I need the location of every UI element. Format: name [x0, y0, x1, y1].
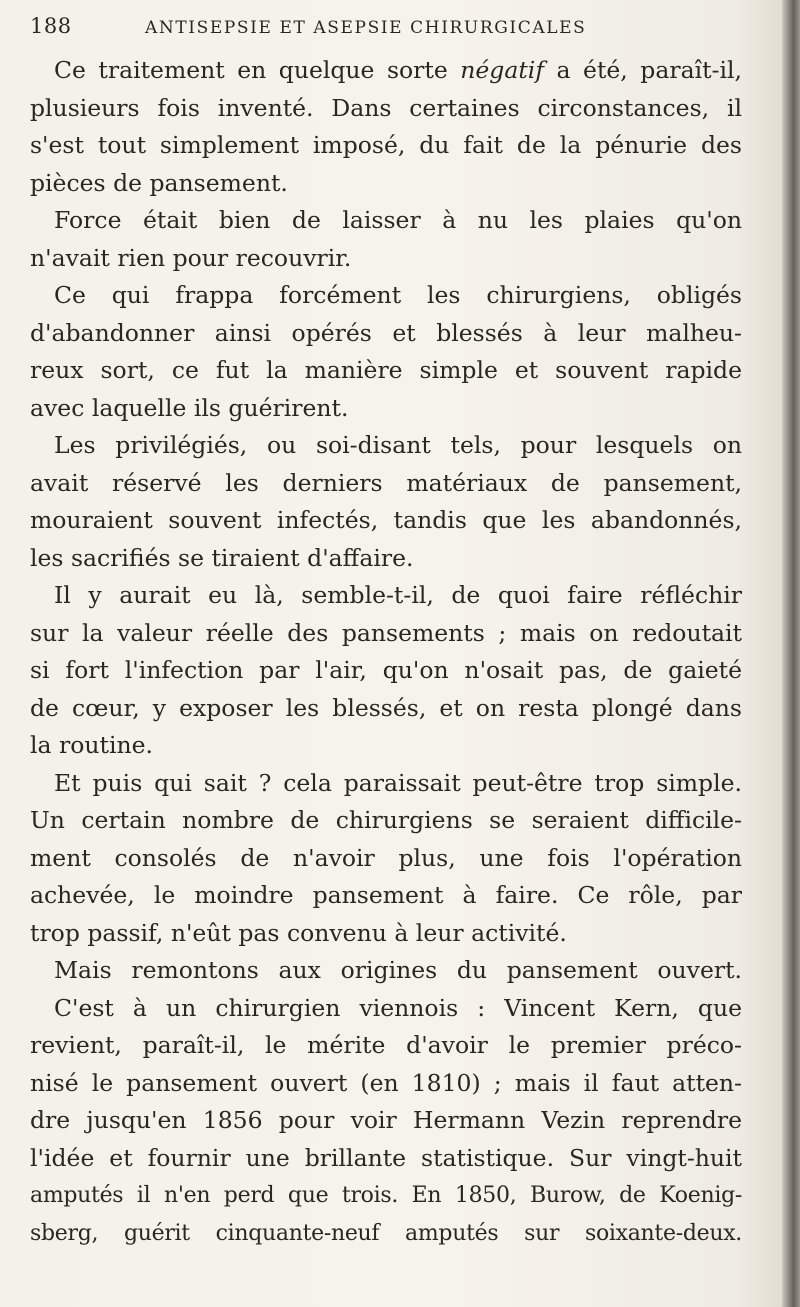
text-line [30, 1027, 742, 1065]
text-segment: dre jusqu'en 1856 pour voir Hermann Vezin reprendre [30, 1106, 742, 1134]
text-line [30, 802, 742, 840]
text-segment: Mais remontons aux origines du pansement ouvert. [54, 956, 742, 984]
text-line [30, 615, 742, 653]
text-segment: nisé le pansement ouvert (en 1810) ; mais il faut atten- [30, 1068, 742, 1097]
text-segment: a été, paraît-il, [544, 56, 742, 84]
text-segment: avait réservé les derniers matériaux de pansement, [30, 468, 742, 497]
text-segment: les sacrifiés se tiraient d'affaire. [30, 543, 414, 572]
text-segment: C'est à un chirurgien viennois : Vincent Kern, que [54, 993, 742, 1022]
text-segment: plusieurs fois inventé. Dans certaines circonstances, il [30, 93, 742, 122]
text-line [30, 90, 742, 128]
text-segment: de cœur, y exposer les blessés, et on resta plongé dans [30, 693, 742, 722]
text-segment: Et puis qui sait ? cela paraissait peut-être trop simple. [54, 768, 742, 797]
text-segment: reux sort, ce fut la manière simple et souvent rapide [30, 356, 742, 384]
page-edge-shadow [782, 0, 800, 1307]
text-segment: revient, paraît-il, le mérite d'avoir le premier préco- [30, 1031, 742, 1059]
text-line [30, 1102, 742, 1140]
text-segment: amputés il n'en perd que trois. En 1850, Burow, de Koenig- [30, 1183, 742, 1208]
text-segment: si fort l'infection par l'air, qu'on n'osait pas, de gaieté [30, 656, 742, 684]
text-line [30, 240, 742, 278]
text-line [30, 1177, 742, 1215]
text-segment: d'abandonner ainsi opérés et blessés à leur malheu- [30, 318, 742, 347]
text-line [30, 202, 742, 240]
body-text [30, 52, 742, 1252]
text-segment: achevée, le moindre pansement à faire. Ce rôle, par [30, 881, 742, 909]
text-line [30, 277, 742, 315]
text-segment: Un certain nombre de chirurgiens se seraient difficile- [30, 806, 742, 834]
text-segment: sur la valeur réelle des pansements ; mais on redoutait [30, 618, 742, 647]
text-line [30, 690, 742, 728]
text-line [30, 165, 742, 203]
text-line [30, 427, 742, 465]
running-title: ANTISEPSIE ET ASEPSIE CHIRURGICALES [145, 18, 587, 38]
text-line [30, 577, 742, 615]
text-segment: trop passif, n'eût pas convenu à leur activité. [30, 918, 567, 947]
text-line [30, 127, 742, 165]
text-line [30, 390, 742, 428]
text-line [30, 315, 742, 353]
page-number: 188 [30, 14, 72, 38]
text-line [30, 877, 742, 915]
text-line [30, 465, 742, 503]
text-line [30, 652, 742, 690]
text-segment: Ce qui frappa forcément les chirurgiens, obligés [54, 281, 742, 309]
text-segment: la routine. [30, 731, 153, 759]
text-line [30, 952, 742, 990]
text-line [30, 915, 742, 953]
text-segment: Force était bien de laisser à nu les plaies qu'on [54, 206, 742, 234]
text-segment: pièces de pansement. [30, 168, 288, 197]
text-line [30, 52, 742, 90]
text-line [30, 727, 742, 765]
text-segment: Les privilégiés, ou soi-disant tels, pour lesquels on [54, 431, 742, 459]
page-header [30, 14, 760, 44]
text-line [30, 352, 742, 390]
text-segment: ment consolés de n'avoir plus, une fois l'opération [30, 843, 742, 872]
text-segment: avec laquelle ils guérirent. [30, 393, 349, 422]
text-line [30, 540, 742, 578]
text-line [30, 502, 742, 540]
text-line [30, 1215, 742, 1253]
text-line [30, 1140, 742, 1178]
italic-word: négatif [460, 56, 545, 84]
text-segment: sberg, guérit cinquante-neuf amputés sur soixante-deux. [30, 1220, 742, 1246]
text-line [30, 1065, 742, 1103]
text-segment: n'avait rien pour recouvrir. [30, 243, 352, 272]
text-line [30, 840, 742, 878]
text-segment: mouraient souvent infectés, tandis que les abandonnés, [30, 506, 742, 534]
text-segment: l'idée et fournir une brillante statistique. Sur vingt-huit [30, 1143, 742, 1172]
text-segment: Ce traitement en quelque sorte [54, 56, 461, 84]
text-line [30, 765, 742, 803]
text-segment: Il y aurait eu là, semble-t-il, de quoi faire réfléchir [54, 581, 742, 609]
text-segment: s'est tout simplement imposé, du fait de la pénurie des [30, 131, 742, 159]
text-line [30, 990, 742, 1028]
